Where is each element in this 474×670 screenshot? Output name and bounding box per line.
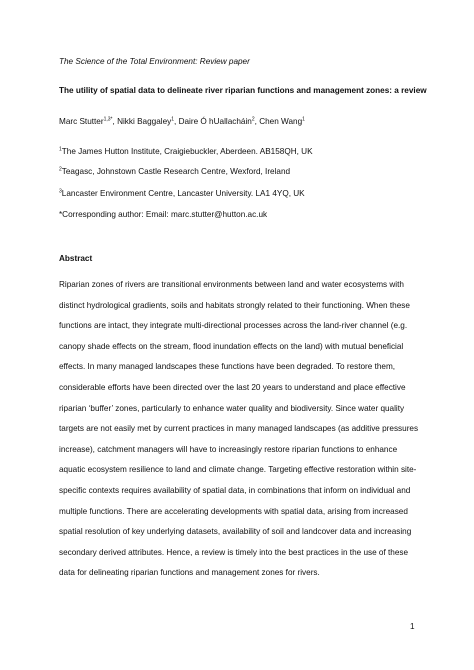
abstract-line: effects. In many managed landscapes these functions have been degraded. To restore them, — [59, 362, 396, 372]
affiliation-mark: 2 — [59, 166, 62, 173]
author-affiliation-mark: 1 — [171, 116, 174, 123]
abstract-line: riparian ‘buffer’ zones, particularly to enhance water quality and biodiversity. Since water quality — [59, 403, 405, 413]
author-separator: , — [254, 117, 260, 126]
author-affiliation-mark: 1,3* — [103, 116, 113, 123]
abstract-line: Riparian zones of rivers are transitional environments between land and water ecosystems with — [59, 280, 404, 289]
abstract-line: distinct hydrological gradients, soils and habitats strongly related to their functioning. When these — [59, 300, 410, 310]
paper-title: The utility of spatial data to delineate river riparian functions and management zones: a review — [59, 86, 427, 95]
abstract-body — [59, 275, 419, 584]
affiliation-mark: 3 — [59, 188, 62, 195]
abstract-line: specific contexts requires availability of spatial data, in combinations that inform on individual and — [59, 485, 411, 495]
affiliation — [59, 167, 290, 176]
author-separator: , — [112, 117, 118, 126]
affiliation-text: Teagasc, Johnstown Castle Research Centre, Wexford, Ireland — [61, 167, 291, 176]
abstract-line: spatial resolution of key underlying datasets, availability of soil and landcover data and increasing — [59, 527, 412, 537]
abstract-line: canopy shade effects on the stream, flood inundation effects on the land) with mutual beneficial — [59, 341, 404, 351]
corresponding-author: *Corresponding author: Email: marc.stutter@hutton.ac.uk — [59, 210, 268, 219]
author-name: Nikki Baggaley — [117, 117, 172, 126]
author-name: Daire Ó hUallacháin — [178, 117, 252, 126]
abstract-line: increase), catchment managers will have to increasingly restore riparian functions to enhance — [59, 444, 398, 454]
author-name: Chen Wang — [259, 117, 303, 126]
affiliation — [59, 189, 305, 198]
author-affiliation-mark: 2 — [251, 116, 255, 123]
abstract-line: data for delineating riparian functions and management zones for rivers. — [59, 568, 320, 578]
abstract-line: multiple functions. There are accelerating developments with spatial data, arising from increased — [59, 506, 408, 516]
abstract-line: secondary derived attributes. Hence, a review is timely into the best practices in the use of these — [59, 547, 409, 557]
abstract-line: aquatic ecosystem resilience to land and climate change. Targeting effective restoration within site- — [59, 465, 417, 475]
affiliation — [59, 147, 313, 156]
abstract-heading: Abstract — [59, 254, 93, 263]
author-affiliation-mark: 1 — [302, 116, 305, 123]
abstract-line: targets are not easily met by current practices in many managed landscapes (as additive pressures — [59, 424, 419, 434]
page-number: 1 — [410, 622, 415, 631]
author-separator: , — [174, 117, 179, 126]
author-name: Marc Stutter — [59, 117, 104, 126]
abstract-line: functions are intact, they integrate multi-directional processes across the land-river channel (e.g. — [59, 321, 408, 331]
abstract-line: considerable efforts have been directed over the last 20 years to understand and place effective — [59, 382, 406, 392]
author-list — [59, 117, 305, 126]
affiliation-text: Lancaster Environment Centre, Lancaster University. LA1 4YQ, UK — [61, 189, 305, 198]
affiliation-text: The James Hutton Institute, Craigiebuckler, Aberdeen. AB158QH, UK — [61, 147, 313, 156]
journal-line: The Science of the Total Environment: Review paper — [59, 57, 250, 66]
affiliation-mark: 1 — [59, 146, 62, 153]
